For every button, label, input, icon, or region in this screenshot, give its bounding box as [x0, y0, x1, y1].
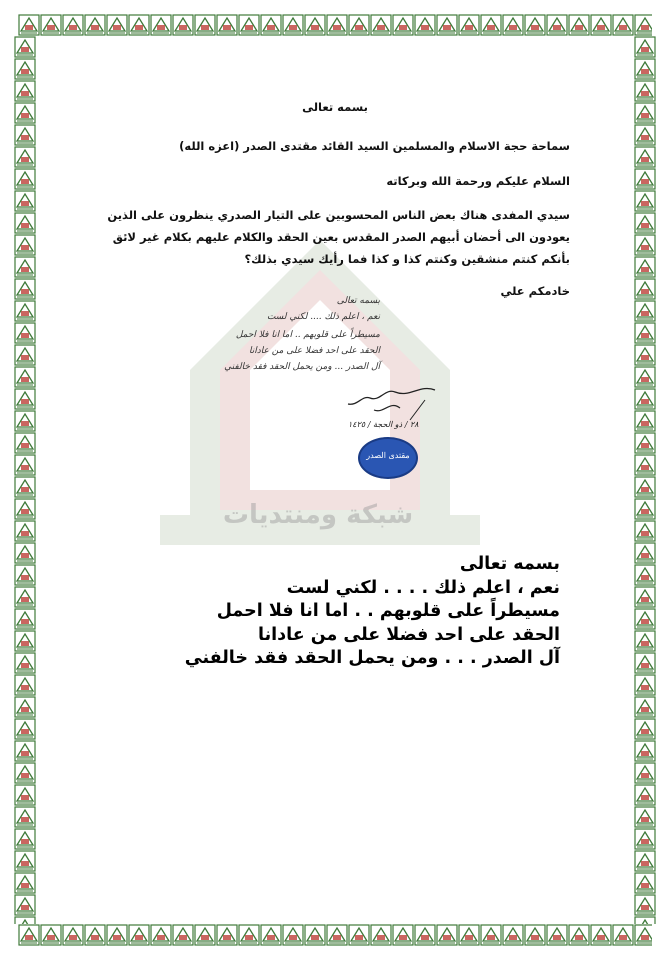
letter-signoff: خادمكم علي: [500, 284, 570, 298]
typed-reply-line: مسيطراً على قلوبهم . . اما انا فلا احمل: [216, 601, 560, 621]
watermark-text: شبكة ومنتديات: [222, 500, 414, 530]
decorative-border-bottom: [18, 924, 652, 946]
typed-reply-line: آل الصدر . . . ومن يحمل الحقد فقد خالفني: [184, 648, 560, 668]
handwritten-signature: [340, 380, 440, 425]
typed-reply-line: بسمه تعالى: [459, 554, 560, 574]
typed-reply: [185, 553, 560, 671]
decorative-border-top: [18, 14, 652, 36]
decorative-border-right: [634, 36, 656, 924]
typed-reply-line: نعم ، اعلم ذلك . . . . لكني لست: [286, 577, 560, 598]
typed-reply-line: الحقد على احد فضلا على من عادانا: [258, 624, 560, 645]
handwritten-reply-line: آل الصدر ... ومن يحمل الحقد فقد خالفني: [224, 362, 380, 372]
seal-text: مقتدى الصدر: [366, 451, 410, 460]
letter-address: سماحة حجة الاسلام والمسلمين السيد القائد مقتدى الصدر (اعزه الله): [179, 139, 570, 153]
signature-date: ٢٨ / ذو الحجة / ١٤٢٥: [348, 420, 419, 429]
handwritten-reply-line: مسيطراً على قلوبهم .. اما انا فلا احمل: [235, 330, 380, 340]
handwritten-reply-line: الحقد على احد فضلا على من عادانا: [248, 346, 380, 356]
handwritten-reply-line: بسمه تعالى: [336, 296, 380, 306]
letter-greeting: السلام عليكم ورحمة الله وبركاته: [386, 174, 570, 188]
decorative-border-left: [14, 36, 36, 924]
handwritten-reply-line: نعم ، اعلم ذلك .... لكني لست: [266, 312, 380, 322]
letter-body-line: يعودون الى أحضان أبيهم الصدر المقدس بعين الحقد والكلام عليهم بكلام غير لائق: [112, 230, 570, 244]
letter-body-line: بأنكم كنتم منشقين وكنتم كذا و كذا فما رأيك سيدي بذلك؟: [244, 252, 570, 266]
official-seal: [358, 437, 418, 479]
letter-body-line: سيدي المفدى هناك بعض الناس المحسوبين على التيار الصدري ينظرون على الذين: [107, 208, 570, 222]
letter-title: بسمه تعالى: [302, 100, 368, 114]
